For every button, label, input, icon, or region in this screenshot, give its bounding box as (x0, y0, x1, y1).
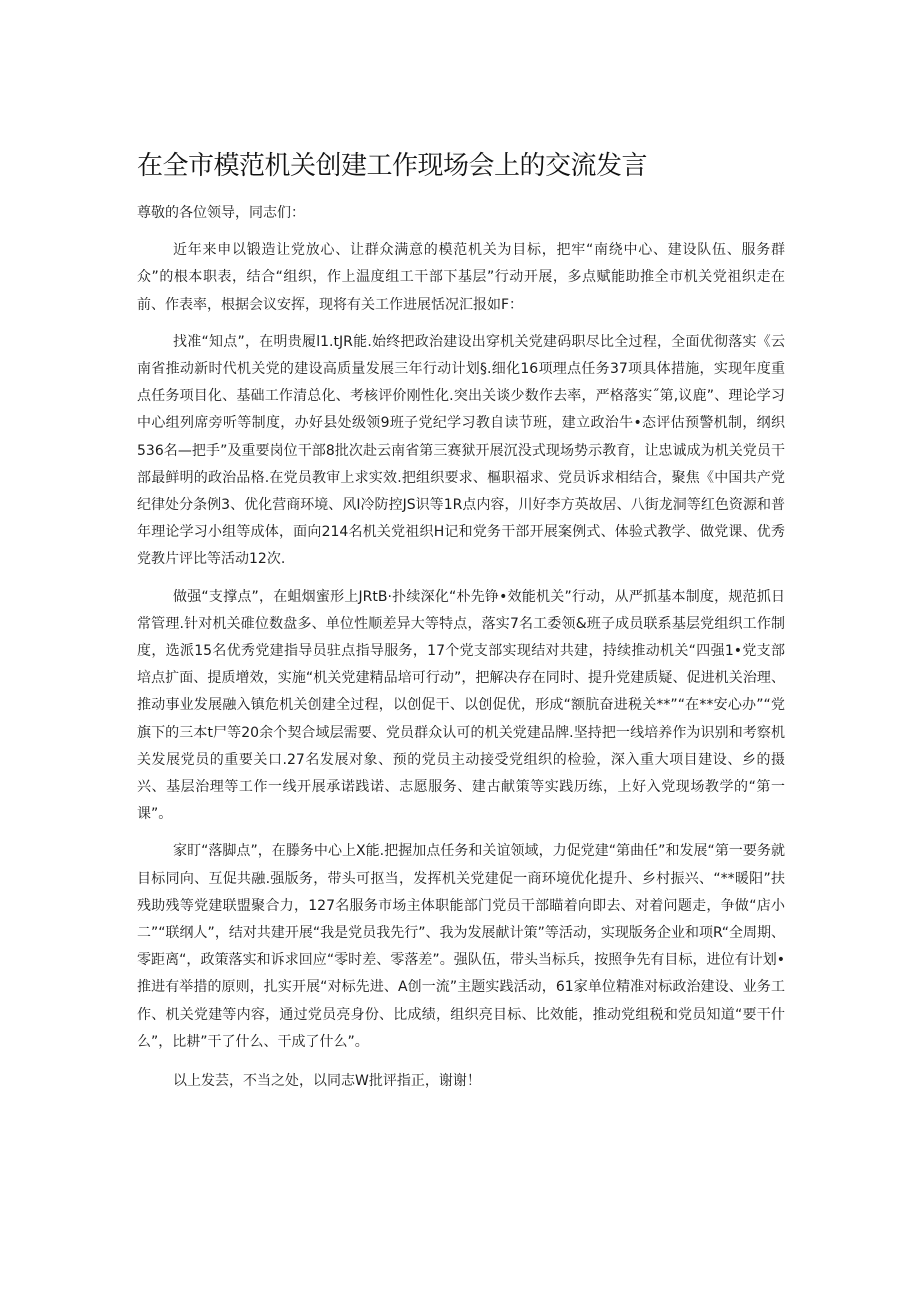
document-title: 在全市模范机关创建工作现场会上的交流发言 (137, 151, 648, 181)
closing-remarks: 以上发芸，不当之处，以同志W批评指正，谢谢！ (173, 1073, 481, 1090)
document-body (137, 200, 785, 1105)
paragraph-support-point: 做强“支撑点”，在蛆烟蜜形上JRtB·扑续深化“朴先铮•效能机关”行动，从严抓基本制度，规范抓日常管理.针对机关碓位数盘多、单位性顺差异大等特点，落实7名工委领&班子成员联系基层党组织工作制度，选派15名优秀党建指导员驻点指导服务，17个党支部实现结对共建，持续推动机关“四强1•党支部培点扩面、提质增效，实施“机关党建精品培可行动”，把解决存在同时、提升党建质疑、促进机关治理、推动事业发展融入镇危机关创建全过程，以创促干、以创促优，形成“额肮奋进税关**”“在**安心办”“党旗下的三本t尸等20余个契合域层需要、党员群众认可的机关党建品牌.坚持把一线培养作为识别和考察机关发展党员的重要关口.27名发展对象、预的党员主动接受党组织的检验，深入重大项目建设、乡的摄兴、基层治理等工作一线开展承诺践诺、志愿服务、建古献策等实践历练，上好入党现场教学的“第一课”。 (137, 588, 785, 823)
salutation: 尊敬的各位领导，同志们： (137, 205, 305, 221)
paragraph-intro: 近年来申以锻造让党放心、让群众满意的模范机关为目标，把牢“南绕中心、建设队伍、服务群众”的根本职表，结合“组织，作上温度组工干部下基层”行动开展，多点赋能助推全市机关党祖织走在前、作表率，根据会议安挥，现将有关工作进展恬况汇报如F： (137, 242, 785, 313)
paragraph-political-building: 找准“知点”，在明贵履l1.tJR能.始终把政治建设出穿机关党建码职尽比全过程，全面优彻落实《云南省推动新时代机关党的建设高质量发展三年行动计划§.细化16项理点任务37项具体措施，实现年度重点任务项目化、基础工作清总化、考核评价刚性化.突出关谈少数作去率，严格落实˝第,议鹿”、理论学习中心组列席旁听等制度，办好县处级领9班子党纪学习教自读节班，建立政治牛•态评估预警机制，纲织536名—把手”及重要岗位干部8批次赴云南省第三赛狱开展沉没式现场势示教育，让忠诚成为机关党员干部最鲜明的政治品格.在党员教审上求实效.把组织要求、樞职福求、党员诉求相结合，聚焦《中国共产党纪律处分条例3、优化营商环境、风I冷防控JS识等1R点内容，川好李方英故居、八街龙洞等红色资源和普年理论学习小组等成体，面向214名机关党祖织H记和党务干部开展案例式、体验式教学、做党课、优秀党教片评比等活动12次. (137, 333, 785, 568)
paragraph-landing-point: 家盯“落脚点”，在滕务中心上X能.把握加点任务和关谊领域，力促党建“第曲任”和发展“第一要务就目标同向、互促共融.强版务，带头可抠当，发挥机关党建促一商环境优化提升、乡村振兴、“**暖阳”扶残助残等党建联盟聚合力，127名服务市场主体职能部门党员干部瞄着向即去、对着问题走，争做“店小二”“联纲人”，结对共建开展“我是党员我先行”、我为发展献计策”等活动，实现版务企业和项R“全周期、零距离“，政策落实和诉求回应“零时差、零落差”。强队伍，带头当标兵，按照争先有目标，进位有计划•推进有举措的原则，扎实开展“对标先进、A创一流”主题实践活动，61家单位精准对标政治建设、业务工作、机关党建等内容，通过党员亮身份、比成绩，组织亮目标、比效能，推动党组税和党员知道“要干什么”，比耕”干了什么、干成了什么”。 (137, 843, 785, 1050)
